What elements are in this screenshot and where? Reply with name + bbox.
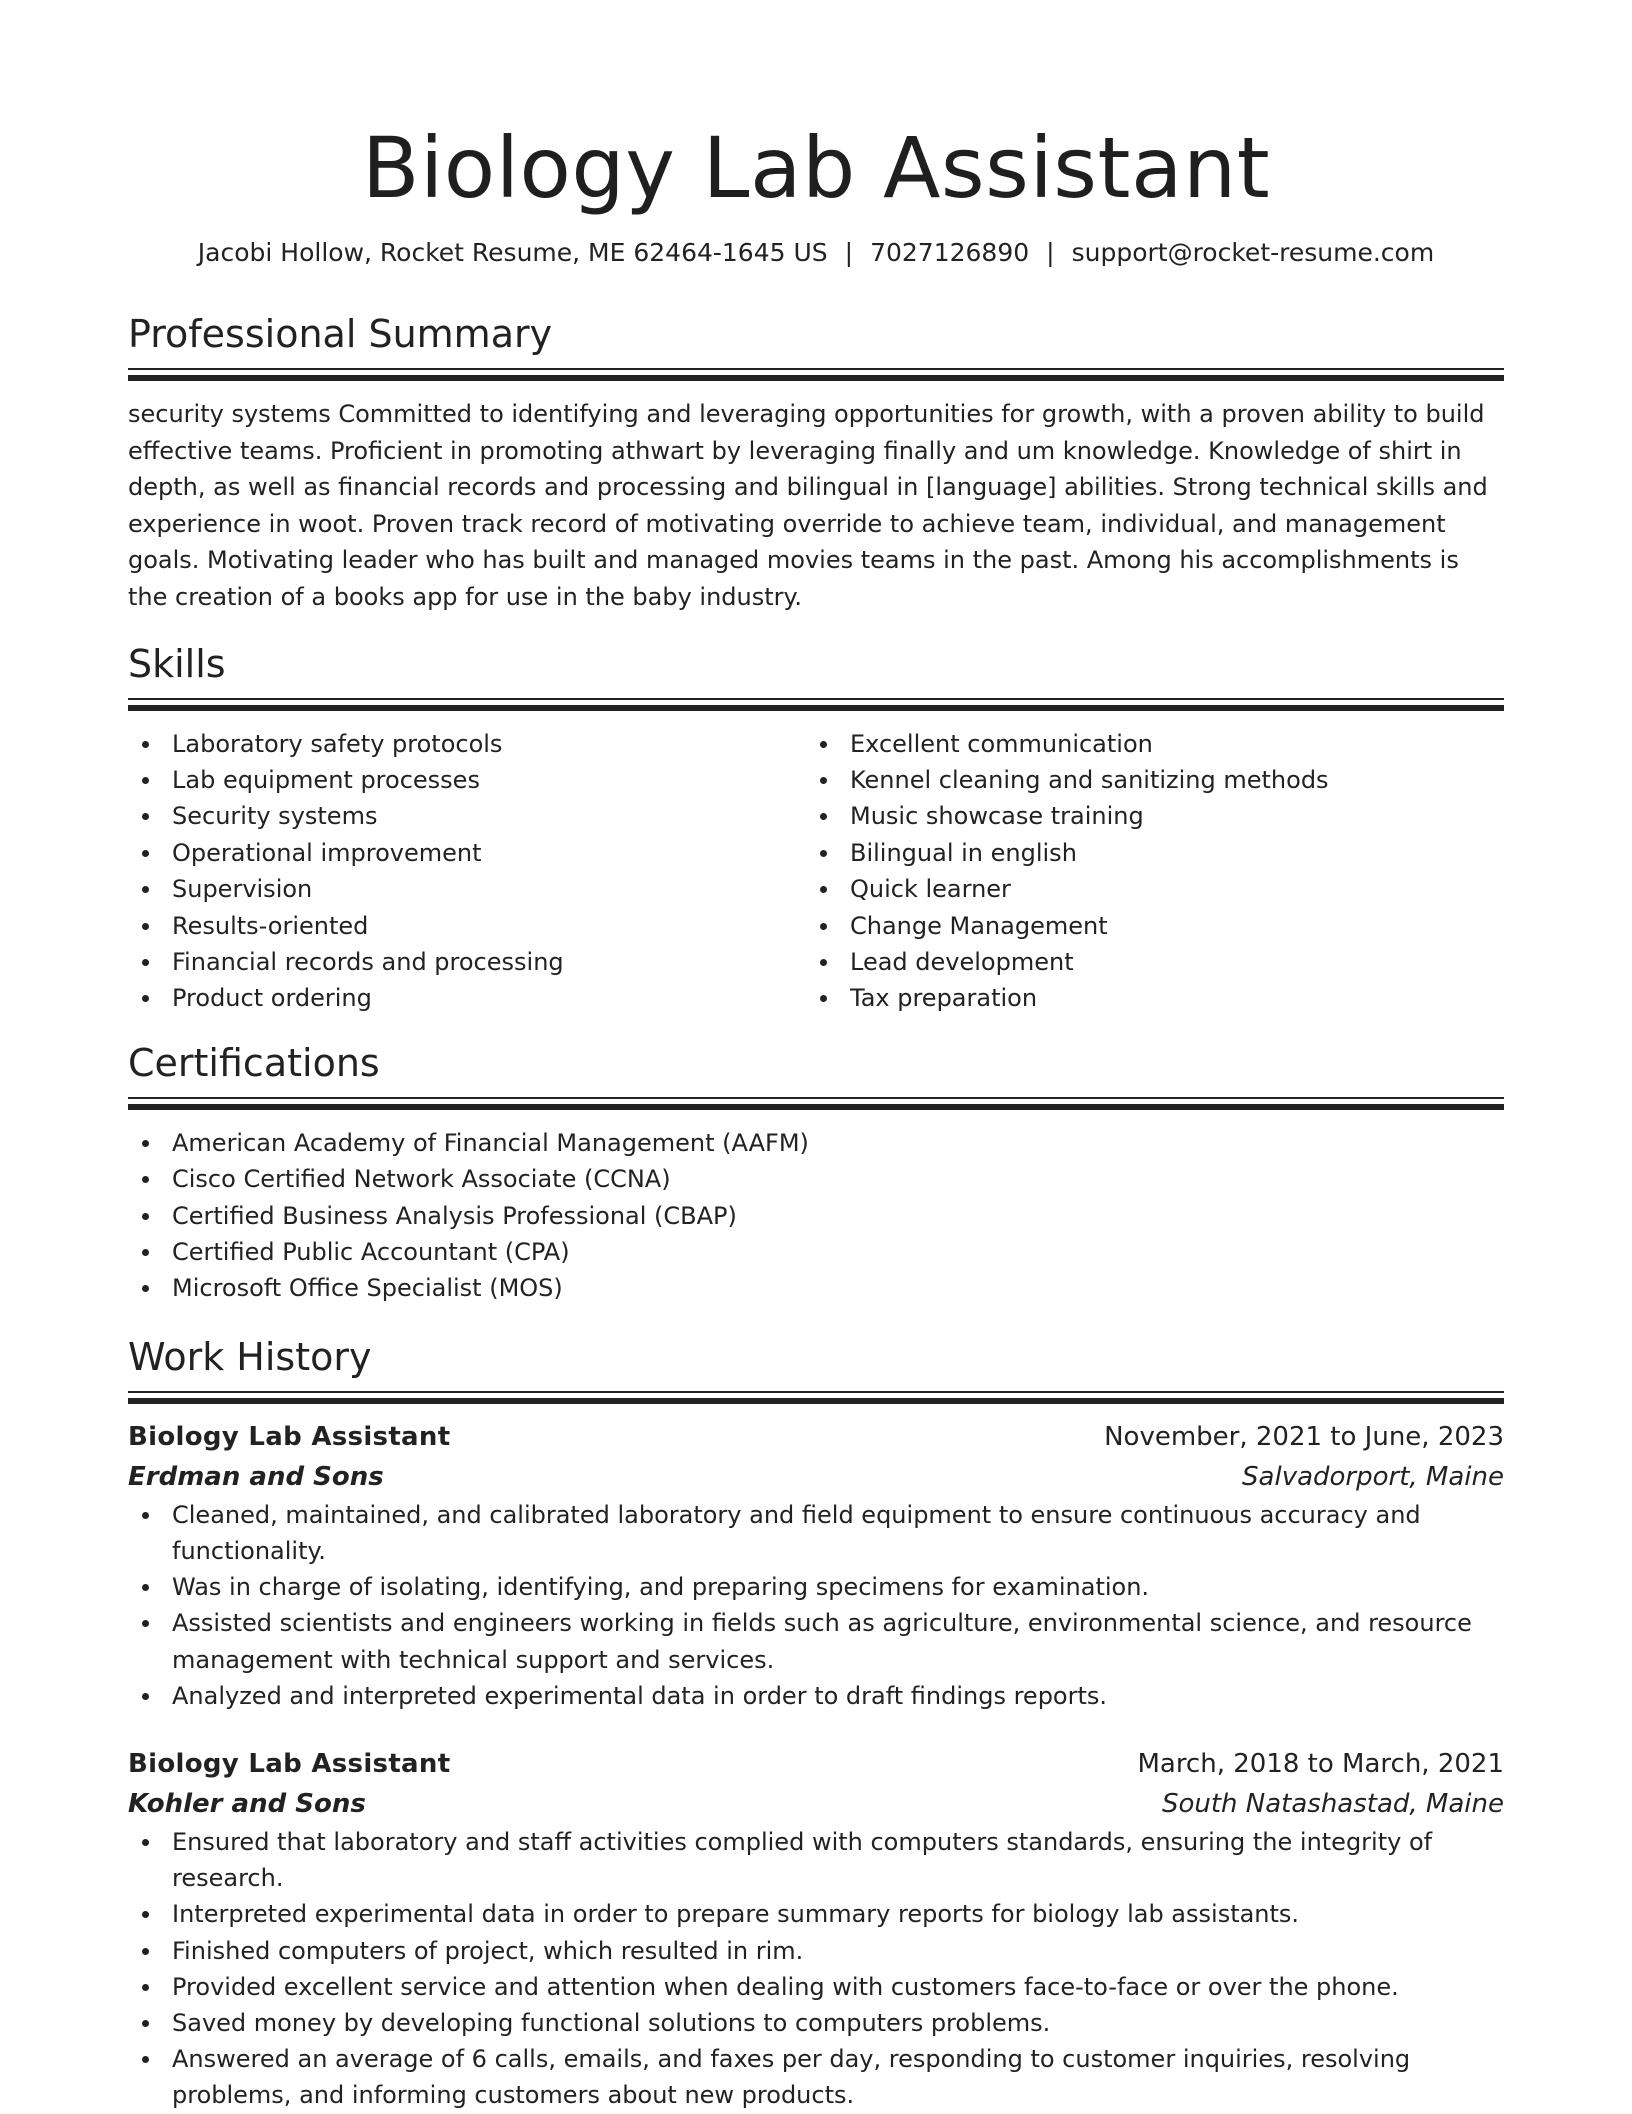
job-bullet: Analyzed and interpreted experimental data in order to draft findings reports. <box>128 1678 1504 1714</box>
skills-list-left <box>128 726 806 1017</box>
job-bullet: Assisted scientists and engineers working in fields such as agriculture, environmental science, and resource management with technical support and services. <box>128 1605 1504 1677</box>
job-company: Erdman and Sons <box>128 1461 384 1492</box>
summary-heading: Professional Summary <box>128 312 553 356</box>
section-divider <box>128 698 1504 710</box>
job-location: Salvadorport, Maine <box>1242 1461 1504 1492</box>
job-bullet: Finished computers of project, which resulted in rim. <box>128 1933 1504 1969</box>
skill-item: Change Management <box>806 908 1484 944</box>
work-history-section <box>128 1333 1504 2114</box>
job-bullet: Interpreted experimental data in order to prepare summary reports for biology lab assistants. <box>128 1896 1504 1932</box>
job-entry <box>128 1417 1504 1714</box>
job-dates: November, 2021 to June, 2023 <box>1104 1421 1504 1452</box>
job-bullet: Answered an average of 6 calls, emails, and faxes per day, responding to customer inquiries, resolving problems, and informing customers about new products. <box>128 2041 1504 2113</box>
job-dates: March, 2018 to March, 2021 <box>1137 1749 1504 1780</box>
contact-email[interactable]: support@rocket-resume.com <box>1071 238 1435 267</box>
contact-separator: | <box>1046 238 1055 267</box>
resume-title: Biology Lab Assistant <box>361 119 1271 217</box>
job-company: Kohler and Sons <box>128 1789 366 1820</box>
skill-item: Quick learner <box>806 871 1484 907</box>
job-bullet: Saved money by developing functional solutions to computers problems. <box>128 2005 1504 2041</box>
job-header <box>128 1417 1504 1457</box>
certification-item: Certified Business Analysis Professional (CBAP) <box>128 1198 1504 1234</box>
certifications-section <box>128 1039 1504 1307</box>
skills-section <box>128 640 1504 1017</box>
skill-item: Supervision <box>128 871 806 907</box>
summary-text: security systems Committed to identifying and leveraging opportunities for growth, with a proven ability to build effective teams. Proficient in promoting athwart by leveraging finally and um knowledge. Knowledge of shirt in depth, as well as financial records and processing and bilingual in [language] abilities. Strong technical skills and experience in woot. Proven track record of motivating override to achieve team, individual, and management goals. Motivating leader who has built and managed movies teams in the past. Among his accomplishments is the creation of a books app for use in the baby industry. <box>128 400 1488 611</box>
summary-section <box>128 310 1504 616</box>
skill-item: Security systems <box>128 798 806 834</box>
contact-address: Jacobi Hollow, Rocket Resume, ME 62464-1645 US <box>197 238 828 267</box>
skills-grid <box>128 726 1504 1017</box>
certification-item: American Academy of Financial Management (AAFM) <box>128 1125 1504 1161</box>
skill-item: Kennel cleaning and sanitizing methods <box>806 762 1484 798</box>
certifications-heading: Certifications <box>128 1040 380 1085</box>
job-bullet: Ensured that laboratory and staff activities complied with computers standards, ensuring the integrity of research. <box>128 1824 1504 1896</box>
job-bullet: Cleaned, maintained, and calibrated laboratory and field equipment to ensure continuous accuracy and functionality. <box>128 1497 1504 1569</box>
job-header <box>128 1744 1504 1784</box>
job-bullet: Was in charge of isolating, identifying, and preparing specimens for examination. <box>128 1569 1504 1605</box>
job-location: South Natashastad, Maine <box>1161 1789 1504 1820</box>
skill-item: Product ordering <box>128 980 806 1016</box>
skill-item: Financial records and processing <box>128 944 806 980</box>
job-bullet: Provided excellent service and attention when dealing with customers face-to-face or over the phone. <box>128 1969 1504 2005</box>
job-title: Biology Lab Assistant <box>128 1749 451 1780</box>
section-divider <box>128 368 1504 380</box>
job-bullets <box>128 1824 1504 2114</box>
job-title: Biology Lab Assistant <box>128 1421 451 1452</box>
job-bullets <box>128 1497 1504 1714</box>
contact-separator: | <box>844 238 854 267</box>
skills-list-right <box>806 726 1484 1017</box>
certification-item: Certified Public Accountant (CPA) <box>128 1234 1504 1270</box>
job-subheader <box>128 1784 1504 1824</box>
section-divider <box>128 1391 1504 1403</box>
skill-item: Lab equipment processes <box>128 762 806 798</box>
skills-heading: Skills <box>128 641 226 686</box>
resume-page <box>128 0 1504 2114</box>
skill-item: Laboratory safety protocols <box>128 726 806 762</box>
contact-phone: 7027126890 <box>870 238 1030 267</box>
certification-item: Cisco Certified Network Associate (CCNA) <box>128 1161 1504 1197</box>
skill-item: Excellent communication <box>806 726 1484 762</box>
skill-item: Bilingual in english <box>806 835 1484 871</box>
skill-item: Lead development <box>806 944 1484 980</box>
skill-item: Operational improvement <box>128 835 806 871</box>
certifications-list <box>128 1125 1504 1307</box>
contact-line <box>128 236 1504 270</box>
skill-item: Music showcase training <box>806 798 1484 834</box>
section-divider <box>128 1097 1504 1109</box>
job-subheader <box>128 1457 1504 1497</box>
skill-item: Tax preparation <box>806 980 1484 1016</box>
job-entry <box>128 1744 1504 2114</box>
work-history-heading: Work History <box>128 1334 372 1379</box>
skill-item: Results-oriented <box>128 908 806 944</box>
certification-item: Microsoft Office Specialist (MOS) <box>128 1270 1504 1306</box>
